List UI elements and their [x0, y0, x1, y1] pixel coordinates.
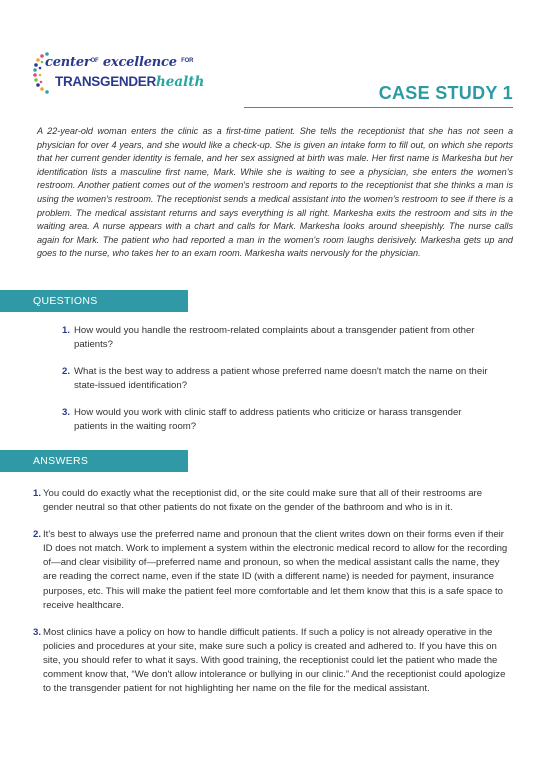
question-text: What is the best way to address a patient whose preferred name doesn't match the name on their state-issued identification?	[74, 366, 488, 391]
question-number: 3.	[62, 407, 71, 418]
answer-item	[33, 528, 514, 613]
answer-number: 3.	[33, 626, 42, 638]
logo-wordmark-bottom	[55, 73, 204, 91]
answer-text: It's best to always use the preferred name and pronoun that the client writes down on their forms even if their ID does not match. Work to implement a system within the electronic medical record to allow for the recording of—and clear visibility of—preferred name and pronoun, so when the medical assistant calls the name, they are reading the correct name, even if the state ID (with a different name) is needed for payment, insurance purposes, etc. This will make the patient feel more comfortable and let them know that this is a safe space to receive healthcare.	[43, 529, 508, 611]
answers-heading: ANSWERS	[0, 450, 188, 472]
logo-of-text: OF	[90, 58, 99, 64]
page-title: CASE STUDY 1	[378, 83, 513, 103]
answer-item	[33, 626, 514, 696]
answer-text: Most clinics have a policy on how to handle difficult patients. If such a policy is not already operative in the policies and procedures at your site, make sure such a policy is created and adhered to. If you have this on site, you should refer to what it says. With good training, the receptionist could let the patient who made the comment know that, “We don't allow intolerance or bullying in our clinic.” And the receptionist could apologize to the transgender patient for not highlighting her name on the file for the medical assistant.	[43, 626, 506, 695]
case-description: A 22-year-old woman enters the clinic as a first-time patient. She tells the receptionist that she has not seen a physician for over 4 years, and she would like a check-up. She is given an intake form to fill out, on which she reports that her current gender identity is female, and her sex assigned at birth was male. Her first name is Markesha but her identification lists a masculine first name, Mark. While she is waiting to see a physician, she enters the women's restroom. Another patient comes out of the women's restroom and reports to the receptionist that she thinks a man is using the women's restroom. The receptionist sends a medical assistant into the women's restroom to see if there is a problem. The medical assistant returns and says everything is all right. Markesha exits the restroom and sits in the waiting area. A nurse appears with a chart and calls for Mark. Markesha looks around sheepishly. The nurse calls again for Mark. The patient who had reported a man in the women's room laughs derisively. Markesha gets up and goes to the nurse, who takes her to an exam room. Markesha waits nervously for the physician.	[37, 126, 513, 259]
answer-number: 2.	[33, 529, 42, 541]
question-item	[62, 406, 490, 434]
answers-list	[33, 487, 514, 709]
title-divider	[244, 107, 513, 108]
logo-health-text: health	[155, 74, 205, 90]
logo-wordmark-top	[45, 55, 193, 70]
question-number: 1.	[62, 325, 71, 336]
answer-text: You could do exactly what the receptionist did, or the site could make sure that all of their restrooms are gender neutral so that other patients do not fixate on the gender of the bathroom and who is in it.	[43, 488, 483, 514]
question-item	[62, 365, 490, 393]
logo-center-text: center	[45, 55, 91, 70]
question-item	[62, 324, 490, 352]
logo-excellence-text: excellence	[102, 55, 177, 70]
question-text: How would you work with clinic staff to address patients who criticize or harass transgender patients in the waiting room?	[74, 407, 462, 432]
logo-for-text: FOR	[181, 58, 194, 64]
answer-number: 1.	[33, 488, 42, 499]
questions-list	[62, 324, 490, 447]
questions-heading: QUESTIONS	[0, 290, 188, 312]
answer-item	[33, 487, 514, 515]
organization-logo	[33, 51, 223, 99]
question-number: 2.	[62, 366, 71, 377]
question-text: How would you handle the restroom-related complaints about a transgender patient from other patients?	[74, 325, 475, 350]
logo-transgender-text: TRANSGENDER	[55, 74, 156, 89]
